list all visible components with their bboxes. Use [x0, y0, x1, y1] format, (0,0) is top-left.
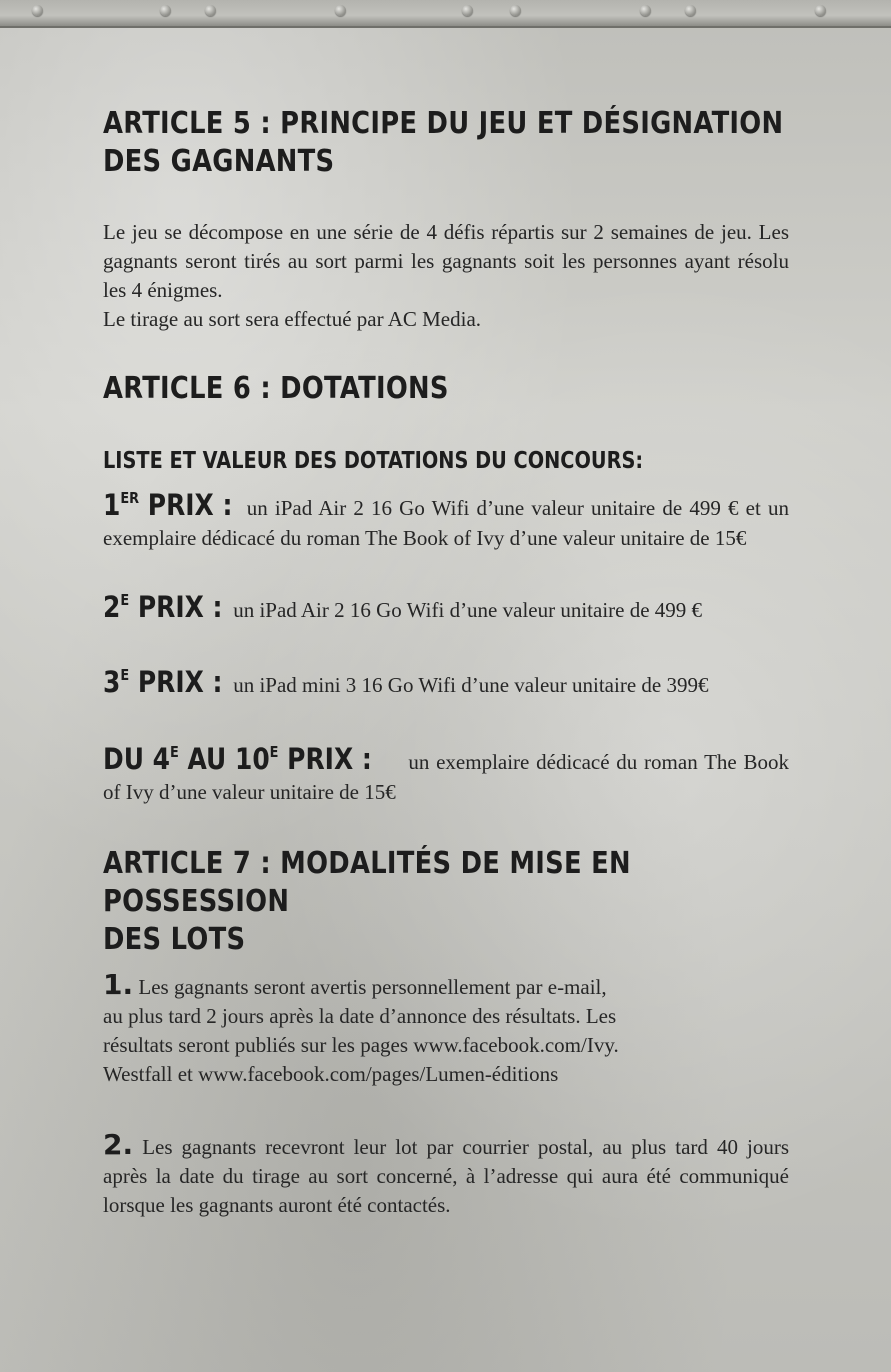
article-7-item-2: 2. Les gagnants recevront leur lot par courrier postal, au plus tard 40 jours après la date du tirage au sort concerné, à l’adresse qui aura été communiqué lorsque les gagnants auront été contactés. [103, 1128, 790, 1217]
prize-label: 1ER PRIX : [103, 488, 233, 522]
prize-text: un iPad Air 2 16 Go Wifi d’une valeur unitaire de 499 € et un exemplaire dédicacé du roman The Book of Ivy d’une valeur unitaire de 15€ [103, 496, 790, 550]
rivet-icon [462, 5, 473, 16]
rivet-icon [815, 5, 826, 16]
rivet-icon [335, 5, 346, 16]
article-5-title: ARTICLE 5 : PRINCIPE DU JEU ET DÉSIGNATION DES GAGNANTS [103, 106, 784, 179]
rivet-icon [640, 5, 651, 16]
prize-label: DU $4^E$ AU $10^E$ PRIX : [103, 742, 372, 776]
prize-item-3 [103, 660, 789, 700]
article-6-title: ARTICLE 6 : DOTATIONS [103, 371, 449, 406]
rivet-icon [32, 5, 43, 16]
article-7-title: ARTICLE 7 : MODALITÉS DE MISE EN POSSESSION DES LOTS [103, 846, 631, 957]
prize-item-2 [103, 585, 789, 625]
prize-text: un iPad Air 2 16 Go Wifi d’une valeur unitaire de 499 € [233, 598, 703, 622]
rivet-icon [510, 5, 521, 16]
prize-list-subtitle: LISTE ET VALEUR DES DOTATIONS DU CONCOURS: [103, 448, 644, 474]
prize-text: un iPad mini 3 16 Go Wifi d’une valeur unitaire de 399€ [233, 673, 709, 697]
metal-top-bar [0, 0, 891, 28]
prize-text: un exemplaire dédicacé du roman The Book of Ivy d’une valeur unitaire de 15€ [103, 750, 789, 804]
prize-item-1 [103, 483, 789, 553]
item-number: 1. [103, 968, 134, 1001]
prize-item-4-to-10 [103, 737, 789, 807]
prize-label: $2^E$ PRIX : [103, 590, 223, 624]
rivet-icon [205, 5, 216, 16]
article-7-item-1: 1. Les gagnants seront avertis personnellement par e-mail, au plus tard 2 jours après la date d’annonce des résultats. Les résultats seront publiés sur les pages www.facebook.com/Ivy. Westfall et www.facebook.com/pages/Lumen-éditions [103, 968, 619, 1086]
prize-label: $3^E$ PRIX : [103, 665, 223, 699]
article-5-body: Le jeu se décompose en une série de 4 défis répartis sur 2 semaines de jeu. Les gagnants seront tirés au sort parmi les gagnants soit les personnes ayant résolu les 4 énigmes. Le tirage au sort sera effectué par AC Media. [103, 220, 789, 331]
rivet-icon [685, 5, 696, 16]
item-number: 2. [103, 1128, 134, 1161]
rivet-icon [160, 5, 171, 16]
